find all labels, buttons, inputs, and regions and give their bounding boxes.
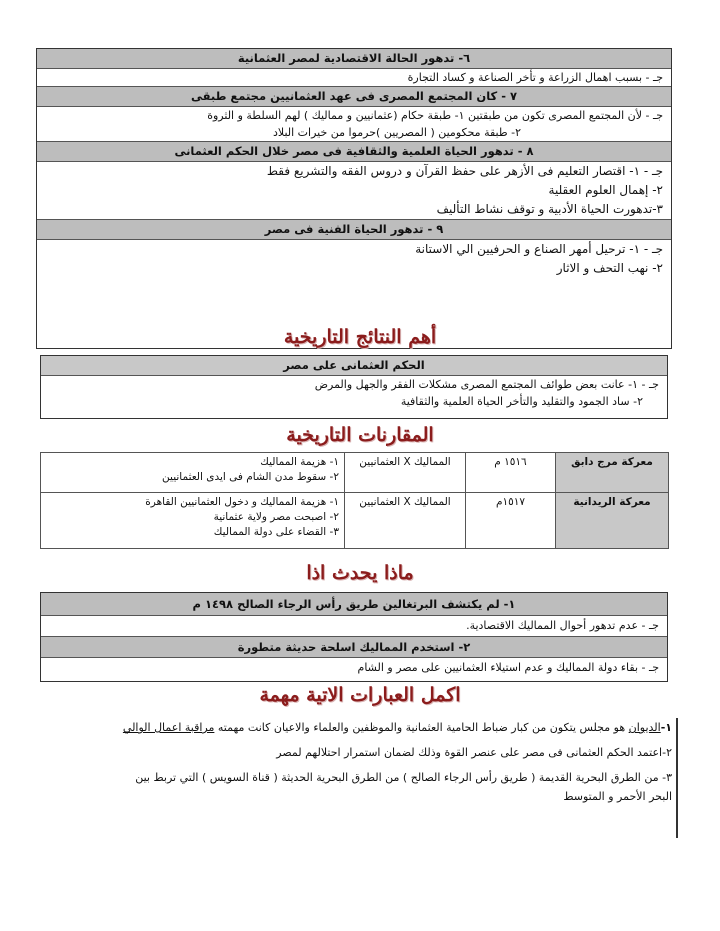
results-title: أهم النتائج التاريخية xyxy=(283,326,437,348)
comparisons-table xyxy=(40,452,669,549)
comparison-row xyxy=(41,493,669,549)
item6-header: ٦- تدهور الحالة الاقتصادية لمصر العثمانية xyxy=(37,49,671,69)
causes-frame xyxy=(36,48,672,349)
whatif-q1: ١- لم يكتشف البرتغالين طريق رأس الرجاء الصالح ١٤٩٨ م xyxy=(41,593,667,616)
battle-date: ١٥١٦ م xyxy=(466,453,556,493)
complete-block xyxy=(60,718,672,806)
result-line: ١- هزيمة المماليك xyxy=(260,456,339,468)
item9-header: ٩ - تدهور الحياة الفنية فى مصر xyxy=(37,219,671,240)
results-header: الحكم العثمانى على مصر xyxy=(41,356,667,376)
statement-number: ١- xyxy=(660,721,672,734)
battle-name: معركة الريدانية xyxy=(556,493,669,549)
statement-3: ٣- من الطرق البحرية القديمة ( طريق رأس الرجاء الصالح ) من الطرق البحرية الحديثة ( قناة السويس ) التي تربط بين xyxy=(135,771,672,784)
battle-results xyxy=(41,493,345,549)
statement-keyword: الديوان xyxy=(628,721,661,734)
item8-answer-1: جـ - ١- اقتصار التعليم فى الأزهر على حفظ القرآن و دروس الفقه والتشريع فقط xyxy=(266,164,663,178)
whatif-q2: ٢- استخدم المماليك اسلحة حديثة متطورة xyxy=(41,636,667,658)
results-answer-2: ٢- ساد الجمود والتقليد والتأخر الحياة العلمية والثقافية xyxy=(400,395,643,408)
statement-text: هو مجلس يتكون من كبار ضباط الحامية العثمانية والموظفين والعلماء والاعيان كانت مهمته xyxy=(214,721,629,734)
comparison-row xyxy=(41,453,669,493)
result-line: ٢- سقوط مدن الشام فى ايدى العثمانيين xyxy=(162,471,339,483)
statement-1 xyxy=(60,718,672,737)
item8-header: ٨ - تدهور الحياة العلمية والثقافية فى مصر خلال الحكم العثمانى xyxy=(37,141,671,162)
whatif-a1: جـ - عدم تدهور أحوال المماليك الاقتصادية. xyxy=(466,619,659,632)
margin-line xyxy=(676,718,678,838)
result-line: ١- هزيمة المماليك و دخول العثمانيين القاهرة xyxy=(145,496,339,508)
statement-2: ٢-اعتمد الحكم العثمانى فى مصر على عنصر القوة وذلك لضمان استمرار احتلالهم لمصر xyxy=(276,746,672,759)
item6-answer: جـ - بسبب اهمال الزراعة و تأخر الصناعة و كساد التجارة xyxy=(407,71,663,84)
whatif-title: ماذا يحدث اذا xyxy=(306,562,414,584)
results-answer-1: جـ - ١- عانت بعض طوائف المجتمع المصرى مشكلات الفقر والجهل والمرض xyxy=(314,378,659,391)
item7-answer-2: ٢- طبقة محكومين ( المصريين )حرموا من خيرات البلاد xyxy=(272,126,521,139)
whatif-box xyxy=(40,592,668,682)
comparisons-title: المقارنات التاريخية xyxy=(286,424,434,446)
item8-answer-3: ٣-تدهورت الحياة الأدبية و توقف نشاط التأليف xyxy=(436,202,663,216)
item7-answer-1: جـ - لأن المجتمع المصرى تكون من طبقتين ١- طبقة حكام (عثمانيين و مماليك ) لهم السلطة و الثروة xyxy=(207,109,663,122)
battle-sides: المماليك X العثمانيين xyxy=(345,493,466,549)
results-box xyxy=(40,355,668,419)
item8-answer-2: ٢- إهمال العلوم العقلية xyxy=(548,183,663,197)
statement-keyword: مراقبة اعمال الوالي xyxy=(122,721,215,734)
battle-sides: المماليك X العثمانيين xyxy=(345,453,466,493)
result-line: ٢- اصبحت مصر ولاية عثمانية xyxy=(213,511,339,523)
item9-answer-1: جـ - ١- ترحيل أمهر الصناع و الحرفيين الي الاستانة xyxy=(415,242,663,256)
result-line: ٣- القضاء على دولة المماليك xyxy=(213,526,339,538)
item7-header: ٧ - كان المجتمع المصرى فى عهد العثمانيين مجتمع طبقى xyxy=(37,86,671,107)
statement-3-cont: البحر الأحمر و المتوسط xyxy=(563,790,672,803)
whatif-a2: جـ - بقاء دولة المماليك و عدم استيلاء العثمانيين على مصر و الشام xyxy=(357,661,659,674)
battle-name: معركة مرج دابق xyxy=(556,453,669,493)
battle-results xyxy=(41,453,345,493)
complete-title: اكمل العبارات الاتية مهمة xyxy=(259,684,461,706)
battle-date: ١٥١٧م xyxy=(466,493,556,549)
item9-answer-2: ٢- نهب التحف و الاثار xyxy=(556,261,663,275)
